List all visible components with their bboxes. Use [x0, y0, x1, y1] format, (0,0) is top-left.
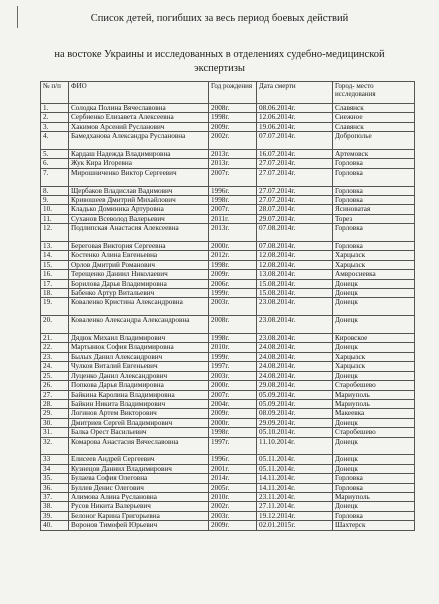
cell-name: Борилова Дарья Владимировна [69, 279, 209, 288]
cell-name: Кузнецов Даниил Владимирович [69, 464, 209, 473]
table-body [41, 104, 415, 531]
cell-name: Щербаков Владислав Вадимович [69, 186, 209, 195]
cell-death-date: 19.06.2014г. [257, 122, 333, 131]
cell-birth-year: 1998г. [209, 113, 257, 122]
cell-death-date: 07.07.2014г. [257, 132, 333, 150]
cell-name: Жук Кира Игоревна [69, 159, 209, 168]
document-subtitle: на востоке Украины и исследованных в отделениях судебно-медицинской [54, 49, 385, 60]
cell-place: Харцызск [333, 362, 415, 371]
cell-num: 5. [41, 150, 69, 159]
table-row [41, 260, 415, 269]
cell-birth-year: 2004г. [209, 399, 257, 408]
children-table [40, 81, 415, 531]
cell-birth-year: 2003г. [209, 511, 257, 520]
cell-place: Донецк [333, 298, 415, 316]
cell-place: Горловка [333, 242, 415, 251]
cell-place: Славянск [333, 104, 415, 113]
cell-name: Суханов Всеволод Валерьевич [69, 214, 209, 223]
cell-num: 14. [41, 251, 69, 260]
cell-num: 2. [41, 113, 69, 122]
cell-place: Донецк [333, 464, 415, 473]
cell-place: Старобешево [333, 381, 415, 390]
cell-death-date: 29.09.2014г. [257, 418, 333, 427]
cell-name: Чулков Виталий Евгеньевич [69, 362, 209, 371]
cell-death-date: 13.08.2014г. [257, 270, 333, 279]
cell-birth-year: 2014г. [209, 474, 257, 483]
cell-place: Горловка [333, 159, 415, 168]
cell-birth-year: 2010г. [209, 492, 257, 501]
cell-place: Артемовск [333, 150, 415, 159]
cell-name: Солодка Полина Вячеславовна [69, 104, 209, 113]
cell-num: 12. [41, 224, 69, 242]
cell-name: Дмитриев Сергей Владимирович [69, 418, 209, 427]
cell-place: Донецк [333, 455, 415, 464]
cell-death-date: 11.10.2014г. [257, 437, 333, 455]
cell-birth-year: 2007г. [209, 168, 257, 186]
cell-name: Подлипская Анастасия Алексеевна [69, 224, 209, 242]
cell-place: Горловка [333, 224, 415, 242]
cell-place: Горловка [333, 511, 415, 520]
cell-num: 40. [41, 521, 69, 530]
cell-place: Донецк [333, 437, 415, 455]
cell-place: Горловка [333, 196, 415, 205]
cell-name: Мартынюк София Владимировна [69, 343, 209, 352]
cell-num: 20. [41, 316, 69, 334]
cell-birth-year: 2009г. [209, 122, 257, 131]
cell-place: Мариуполь [333, 399, 415, 408]
cell-name: Костенко Алина Евгеньевна [69, 251, 209, 260]
table-row [41, 409, 415, 418]
cell-birth-year: 2005г. [209, 483, 257, 492]
header-num: № п/п [41, 82, 69, 104]
cell-place: Мариуполь [333, 492, 415, 501]
cell-death-date: 23.08.2014г. [257, 316, 333, 334]
cell-death-date: 27.07.2014г. [257, 168, 333, 186]
cell-name: Воронов Тимофей Юрьевич [69, 521, 209, 530]
cell-death-date: 07.08.2014г. [257, 242, 333, 251]
cell-place: Снежное [333, 113, 415, 122]
cell-birth-year: 1997г. [209, 437, 257, 455]
cell-name: Луценко Данил Александрович [69, 371, 209, 380]
cell-num: 24. [41, 362, 69, 371]
cell-name: Сербиенко Елизавета Алексеевна [69, 113, 209, 122]
cell-place: Торез [333, 214, 415, 223]
cell-birth-year: 2013г. [209, 159, 257, 168]
cell-death-date: 29.08.2014г. [257, 381, 333, 390]
cell-name: Былых Данил Александрович [69, 352, 209, 361]
cell-death-date: 24.08.2014г. [257, 362, 333, 371]
table-row [41, 428, 415, 437]
cell-name: Елисеев Андрей Сергеевич [69, 455, 209, 464]
cell-name: Кривошеев Дмитрий Михайлович [69, 196, 209, 205]
cell-death-date: 14.11.2014г. [257, 474, 333, 483]
table-row [41, 521, 415, 530]
cell-name: Комарова Анастасия Вячеславовна [69, 437, 209, 455]
cell-death-date: 27.07.2014г. [257, 196, 333, 205]
table-row [41, 122, 415, 131]
table-row [41, 270, 415, 279]
table-row [41, 242, 415, 251]
cell-birth-year: 1998г. [209, 260, 257, 269]
table-row [41, 390, 415, 399]
cell-num: 36. [41, 483, 69, 492]
table-row [41, 316, 415, 334]
cell-death-date: 12.08.2014г. [257, 251, 333, 260]
cell-name: Балка Орест Васильевич [69, 428, 209, 437]
cell-birth-year: 2013г. [209, 224, 257, 242]
cell-name: Береговая Виктория Сергеевна [69, 242, 209, 251]
cell-place: Шахтерск [333, 521, 415, 530]
table-row [41, 214, 415, 223]
cell-birth-year: 2006г. [209, 279, 257, 288]
cell-death-date: 05.11.2014г. [257, 464, 333, 473]
cell-num: 26. [41, 381, 69, 390]
cell-death-date: 05.09.2014г. [257, 399, 333, 408]
table-row [41, 205, 415, 214]
cell-place: Донецк [333, 502, 415, 511]
table-row [41, 132, 415, 150]
cell-place: Донецк [333, 316, 415, 334]
cell-birth-year: 2008г. [209, 104, 257, 113]
cell-birth-year: 1998г. [209, 196, 257, 205]
table-row [41, 455, 415, 464]
table-row [41, 113, 415, 122]
cell-num: 34 [41, 464, 69, 473]
cell-name: Байкин Никита Владимирович [69, 399, 209, 408]
cell-place: Харцызск [333, 251, 415, 260]
table-row [41, 371, 415, 380]
cell-birth-year: 2001г. [209, 464, 257, 473]
cell-num: 11. [41, 214, 69, 223]
cell-birth-year: 2008г. [209, 316, 257, 334]
document-subtitle-end: экспертизы [194, 63, 245, 74]
cell-name: Алимова Алина Руслановна [69, 492, 209, 501]
cell-death-date: 28.07.2014г. [257, 205, 333, 214]
cell-birth-year: 2009г. [209, 409, 257, 418]
cell-birth-year: 2000г. [209, 418, 257, 427]
cell-death-date: 27.07.2014г. [257, 159, 333, 168]
header-name: ФИО [69, 82, 209, 104]
cell-death-date: 12.06.2014г. [257, 113, 333, 122]
cell-death-date: 08.06.2014г. [257, 104, 333, 113]
cell-name: Мирошниченко Виктор Сергеевич [69, 168, 209, 186]
cell-birth-year: 2007г. [209, 390, 257, 399]
cell-death-date: 24.08.2014г. [257, 352, 333, 361]
cell-death-date: 15.08.2014г. [257, 279, 333, 288]
cell-place: Донецк [333, 418, 415, 427]
cell-death-date: 24.08.2014г. [257, 343, 333, 352]
cell-num: 23. [41, 352, 69, 361]
cell-num: 21. [41, 334, 69, 343]
cell-birth-year: 2003г. [209, 371, 257, 380]
cell-num: 9. [41, 196, 69, 205]
cell-num: 18. [41, 289, 69, 298]
table-row [41, 168, 415, 186]
cell-name: Бамедханова Александра Руслановна [69, 132, 209, 150]
cell-num: 39. [41, 511, 69, 520]
table-row [41, 474, 415, 483]
cell-num: 30. [41, 418, 69, 427]
cell-death-date: 05.11.2014г. [257, 455, 333, 464]
cell-death-date: 23.08.2014г. [257, 298, 333, 316]
cell-name: Дядюк Михаил Владимирович [69, 334, 209, 343]
cell-birth-year: 2012г. [209, 251, 257, 260]
cell-num: 1. [41, 104, 69, 113]
table-row [41, 334, 415, 343]
header-death: Дата смерти [257, 82, 333, 104]
cell-place: Горловка [333, 186, 415, 195]
table-row [41, 279, 415, 288]
cell-place: Горловка [333, 168, 415, 186]
cell-birth-year: 2011г. [209, 214, 257, 223]
document-title: Список детей, погибших за весь период боевых действий [90, 13, 349, 24]
cell-birth-year: 1996г. [209, 455, 257, 464]
cell-num: 32. [41, 437, 69, 455]
cell-death-date: 05.09.2014г. [257, 390, 333, 399]
table-row [41, 464, 415, 473]
cell-name: Терещенко Даниил Николаевич [69, 270, 209, 279]
cell-place: Доброполье [333, 132, 415, 150]
table-row [41, 437, 415, 455]
cell-num: 7. [41, 168, 69, 186]
cell-death-date: 27.07.2014г. [257, 186, 333, 195]
cell-birth-year: 2013г. [209, 150, 257, 159]
cell-num: 8. [41, 186, 69, 195]
table-row [41, 418, 415, 427]
cell-death-date: 07.08.2014г. [257, 224, 333, 242]
cell-birth-year: 2000г. [209, 381, 257, 390]
table-row [41, 483, 415, 492]
table-row [41, 352, 415, 361]
cell-death-date: 27.11.2014г. [257, 502, 333, 511]
cell-num: 16. [41, 270, 69, 279]
table-row [41, 196, 415, 205]
cell-place: Донецк [333, 343, 415, 352]
cell-death-date: 16.07.2014г. [257, 150, 333, 159]
cell-num: 38. [41, 502, 69, 511]
header-birth: Год рождения [209, 82, 257, 104]
cell-birth-year: 2003г. [209, 298, 257, 316]
table-row [41, 224, 415, 242]
cell-birth-year: 2009г. [209, 521, 257, 530]
cell-birth-year: 2002г. [209, 132, 257, 150]
cell-birth-year: 1997г. [209, 362, 257, 371]
cell-name: Попкова Дарья Владимировна [69, 381, 209, 390]
table-row [41, 502, 415, 511]
cell-num: 13. [41, 242, 69, 251]
cell-birth-year: 1998г. [209, 428, 257, 437]
cell-place: Ясиноватая [333, 205, 415, 214]
table-row [41, 298, 415, 316]
table-row [41, 289, 415, 298]
cell-death-date: 14.11.2014г. [257, 483, 333, 492]
cell-place: Донецк [333, 371, 415, 380]
cell-name: Байкина Каролина Владимировна [69, 390, 209, 399]
table-row [41, 381, 415, 390]
cell-num: 37. [41, 492, 69, 501]
cell-place: Донецк [333, 289, 415, 298]
cell-place: Старобешево [333, 428, 415, 437]
table-row [41, 399, 415, 408]
cell-death-date: 02.01.2015г. [257, 521, 333, 530]
cell-place: Горловка [333, 483, 415, 492]
cell-place: Макеевка [333, 409, 415, 418]
cell-name: Булаева София Олеговна [69, 474, 209, 483]
cell-num: 19. [41, 298, 69, 316]
cell-birth-year: 2009г. [209, 270, 257, 279]
cell-name: Коваленко Александра Александровна [69, 316, 209, 334]
cell-name: Кладько Доминика Артуровна [69, 205, 209, 214]
cell-name: Кардаш Надежда Владимировна [69, 150, 209, 159]
cell-name: Хакимов Арсений Русланович [69, 122, 209, 131]
cell-num: 31. [41, 428, 69, 437]
cell-name: Орлов Дмитрий Романович [69, 260, 209, 269]
table-header-row [41, 82, 415, 104]
cell-birth-year: 1999г. [209, 289, 257, 298]
cell-death-date: 29.07.2014г. [257, 214, 333, 223]
cell-num: 27. [41, 390, 69, 399]
cell-name: Коваленко Кристина Александровна [69, 298, 209, 316]
cell-death-date: 08.09.2014г. [257, 409, 333, 418]
cell-place: Мариуполь [333, 390, 415, 399]
cell-birth-year: 1999г. [209, 352, 257, 361]
table-row [41, 343, 415, 352]
cell-num: 33 [41, 455, 69, 464]
cell-num: 35. [41, 474, 69, 483]
cell-death-date: 24.08.2014г. [257, 371, 333, 380]
cell-num: 25. [41, 371, 69, 380]
cell-death-date: 12.08.2014г. [257, 260, 333, 269]
cell-birth-year: 2010г. [209, 343, 257, 352]
cell-num: 3. [41, 122, 69, 131]
cell-num: 17. [41, 279, 69, 288]
cell-birth-year: 1998г. [209, 334, 257, 343]
table-row [41, 186, 415, 195]
cell-death-date: 23.08.2014г. [257, 334, 333, 343]
cell-name: Белоног Карина Григорьевна [69, 511, 209, 520]
cell-place: Амвросиевка [333, 270, 415, 279]
table-row [41, 104, 415, 113]
cell-place: Горловка [333, 474, 415, 483]
table-row [41, 251, 415, 260]
cell-death-date: 05.10.2014г. [257, 428, 333, 437]
cell-num: 22. [41, 343, 69, 352]
cell-num: 29. [41, 409, 69, 418]
cell-name: Русов Никита Валерьевич [69, 502, 209, 511]
cell-place: Славянск [333, 122, 415, 131]
cell-num: 28. [41, 399, 69, 408]
cell-death-date: 15.08.2014г. [257, 289, 333, 298]
cell-place: Кировское [333, 334, 415, 343]
cell-num: 4. [41, 132, 69, 150]
cell-name: Логинов Артем Викторович [69, 409, 209, 418]
cell-place: Харцызск [333, 260, 415, 269]
table-row [41, 150, 415, 159]
cell-name: Буллев Денис Олегович [69, 483, 209, 492]
table-row [41, 159, 415, 168]
table-row [41, 492, 415, 501]
table-row [41, 511, 415, 520]
cell-place: Харцызск [333, 352, 415, 361]
cell-birth-year: 2000г. [209, 242, 257, 251]
header-place: Город- место исследования [333, 82, 415, 104]
cell-birth-year: 2007г. [209, 205, 257, 214]
cell-num: 6. [41, 159, 69, 168]
cell-num: 10. [41, 205, 69, 214]
cell-place: Донецк [333, 279, 415, 288]
cell-name: Бабенко Артур Витальевич [69, 289, 209, 298]
table-row [41, 362, 415, 371]
cell-num: 15. [41, 260, 69, 269]
cell-birth-year: 1996г. [209, 186, 257, 195]
cell-death-date: 19.12.2014г. [257, 511, 333, 520]
cell-death-date: 23.11.2014г. [257, 492, 333, 501]
cell-birth-year: 2002г. [209, 502, 257, 511]
